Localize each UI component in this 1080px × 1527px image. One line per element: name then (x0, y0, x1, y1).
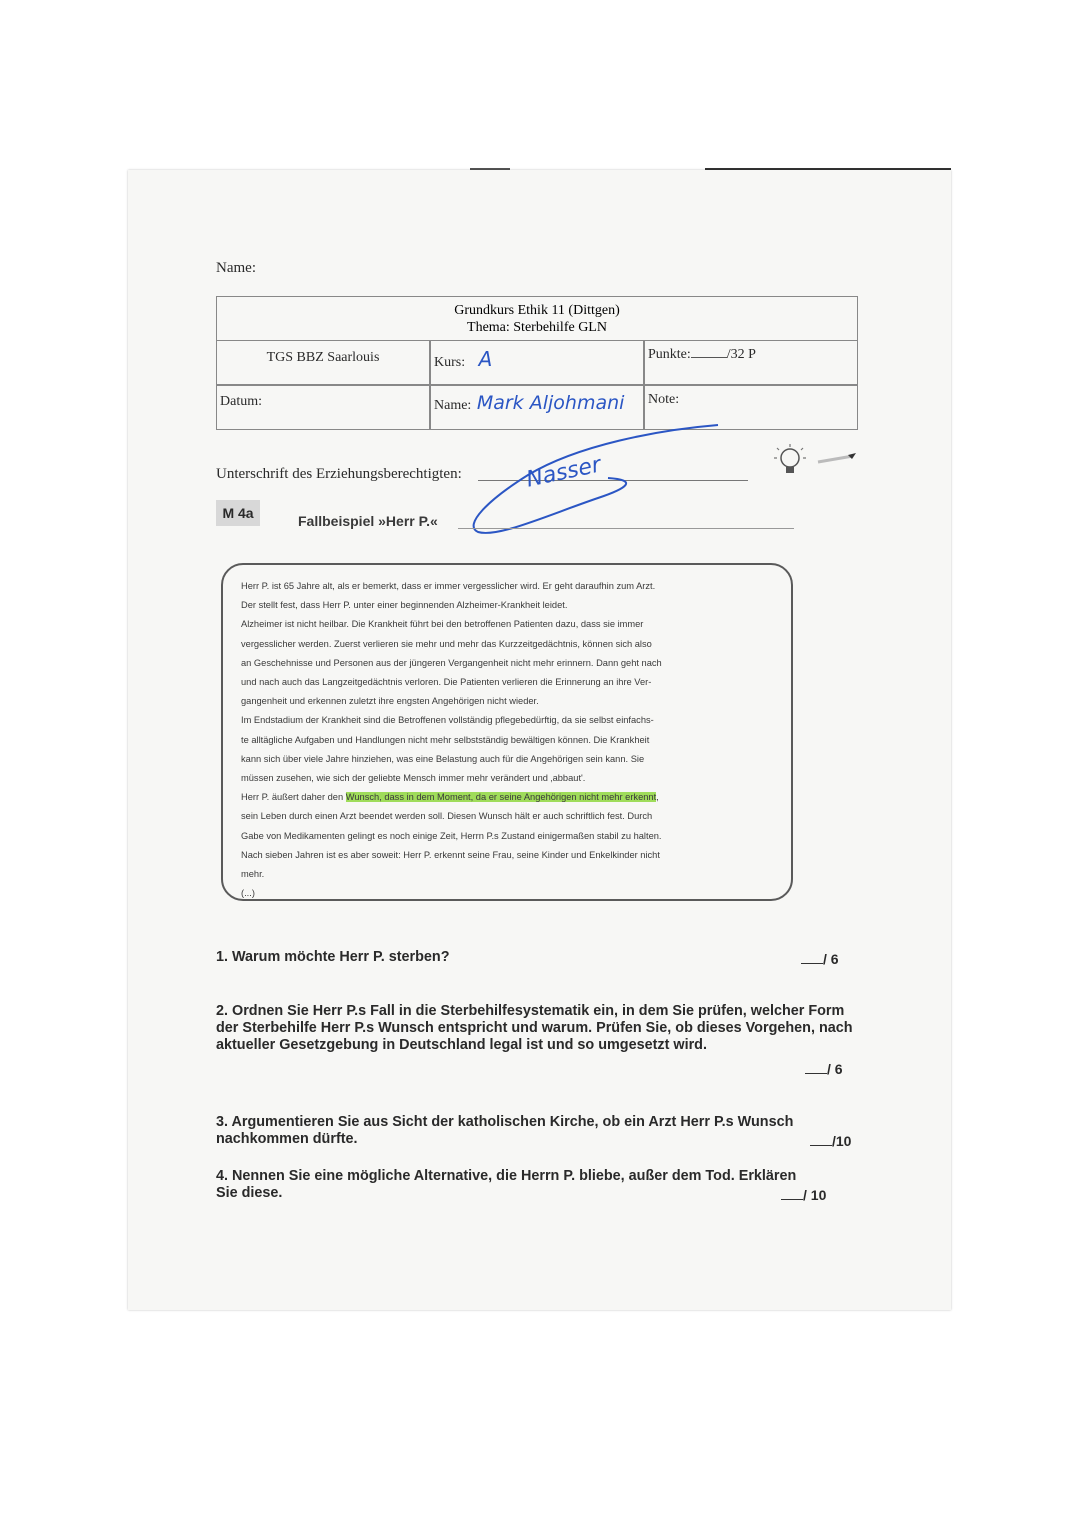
case-text-line: sein Leben durch einen Arzt beendet werden soll. Diesen Wunsch hält er auch schriftlich fest. Durch (241, 811, 653, 822)
highlight-prefix: Herr P. äußert daher den (241, 792, 346, 803)
name-label: Name: (216, 260, 256, 276)
case-text-line: Im Endstadium der Krankheit sind die Betroffenen vollständig pflegebedürftig, da sie selbst einfachs- (241, 715, 654, 726)
course-info (217, 297, 857, 341)
question-2: 2. Ordnen Sie Herr P.s Fall in die Sterbehilfesystematik ein, in dem Sie prüfen, welcher Form der Sterbehilfe Herr P.s Wunsch entspricht und warum. Prüfen Sie, ob dieses Vorgehen, nach aktueller Gesetzgebung in Deutschland legal ist und so umgesetzt wird. (216, 1003, 853, 1053)
header-table (216, 296, 858, 430)
highlighted-wish: Wunsch, dass in dem Moment, da er seine Angehörigen nicht mehr erkennt (345, 792, 657, 803)
question-3-points[interactable]: /10 (810, 1133, 851, 1149)
case-text-line: gangenheit und erkennen zuletzt ihre engsten Angehörigen nicht wieder. (241, 696, 539, 707)
question-4-points[interactable]: / 10 (781, 1187, 826, 1203)
case-text-line: te alltägliche Aufgaben und Handlungen nicht mehr selbstständig bewältigen können. Die Krankheit (241, 734, 650, 745)
signature-label: Unterschrift des Erziehungsberechtigten: (216, 466, 462, 482)
case-text-line: Alzheimer ist nicht heilbar. Die Krankheit führt bei den betroffenen Patienten dazu, dass sie immer (241, 619, 644, 630)
punkte-total: /32 P (726, 347, 756, 362)
datum-label: Datum: (220, 394, 262, 409)
lightbulb-icon (768, 442, 858, 482)
case-text-line: Nach sieben Jahren ist es aber soweit: Herr P. erkennt seine Frau, seine Kinder und Enkelkinder nicht (241, 849, 660, 860)
kurs-label: Kurs: (434, 355, 466, 370)
signature-flourish (458, 420, 728, 540)
worksheet-paper (128, 170, 951, 1310)
student-name-value: Mark Aljohmani (476, 392, 625, 414)
course-topic: Thema: Sterbehilfe GLN (467, 320, 607, 335)
punkte-field[interactable] (645, 341, 857, 384)
case-text-line: (...) (241, 888, 255, 899)
case-text-line: kann sich über viele Jahre hinziehen, was eine Belastung auch für die Angehörigen sein kann. Sie (241, 753, 645, 764)
kurs-value: A (478, 347, 493, 371)
question-4: 4. Nennen Sie eine mögliche Alternative, die Herrn P. bliebe, außer dem Tod. Erklären Sie diese. (216, 1168, 797, 1201)
question-3: 3. Argumentieren Sie aus Sicht der katholischen Kirche, ob ein Arzt Herr P.s Wunsch nachkommen dürfte. (216, 1114, 794, 1147)
case-text-line: Herr P. ist 65 Jahre alt, als er bemerkt, dass er immer vergesslicher wird. Er geht daraufhin zum Arzt. (241, 581, 656, 591)
title-rule (458, 528, 794, 529)
school-name: TGS BBZ Saarlouis (266, 350, 380, 365)
case-text-line: Gabe von Medikamenten gelingt es noch einige Zeit, Herrn P.s Zustand einigermaßen stabil zu halten. (241, 830, 662, 841)
question-2-points[interactable]: / 6 (805, 1061, 843, 1077)
case-text-line: und nach auch das Langzeitgedächtnis verloren. Die Patienten verlieren die Erinnerung an ihre Ver- (241, 677, 652, 688)
question-1: 1. Warum möchte Herr P. sterben? (216, 949, 450, 965)
case-text-line: Der stellt fest, dass Herr P. unter einer beginnenden Alzheimer-Krankheit leidet. (241, 600, 568, 611)
course-title: Grundkurs Ethik 11 (Dittgen) (454, 303, 620, 318)
case-text-line: vergesslicher werden. Zuerst verlieren sie mehr und mehr das Kurzzeitgedächtnis, können sich also (241, 638, 652, 649)
case-text-line: an Geschehnisse und Personen aus der jüngeren Vergangenheit nicht mehr erinnern. Dann geht nach (241, 657, 662, 668)
note-label: Note: (648, 392, 680, 407)
kurs-field[interactable] (431, 341, 643, 384)
question-1-points[interactable]: / 6 (801, 951, 839, 967)
material-badge: M 4a (216, 500, 260, 526)
punkte-label: Punkte: (648, 347, 691, 362)
parent-signature: Nasser (524, 452, 604, 493)
case-text-line: müssen zusehen, wie sich der geliebte Mensch immer mehr verändert und ‚abbaut'. (241, 773, 586, 784)
case-text-box (221, 563, 793, 901)
case-text-line: mehr. (241, 869, 265, 880)
highlight-suffix: , (656, 792, 659, 803)
student-name-label: Name: (434, 398, 472, 413)
datum-field[interactable] (217, 386, 429, 429)
material-title: Fallbeispiel »Herr P.« (298, 513, 438, 529)
case-text-line-highlighted (241, 788, 773, 807)
